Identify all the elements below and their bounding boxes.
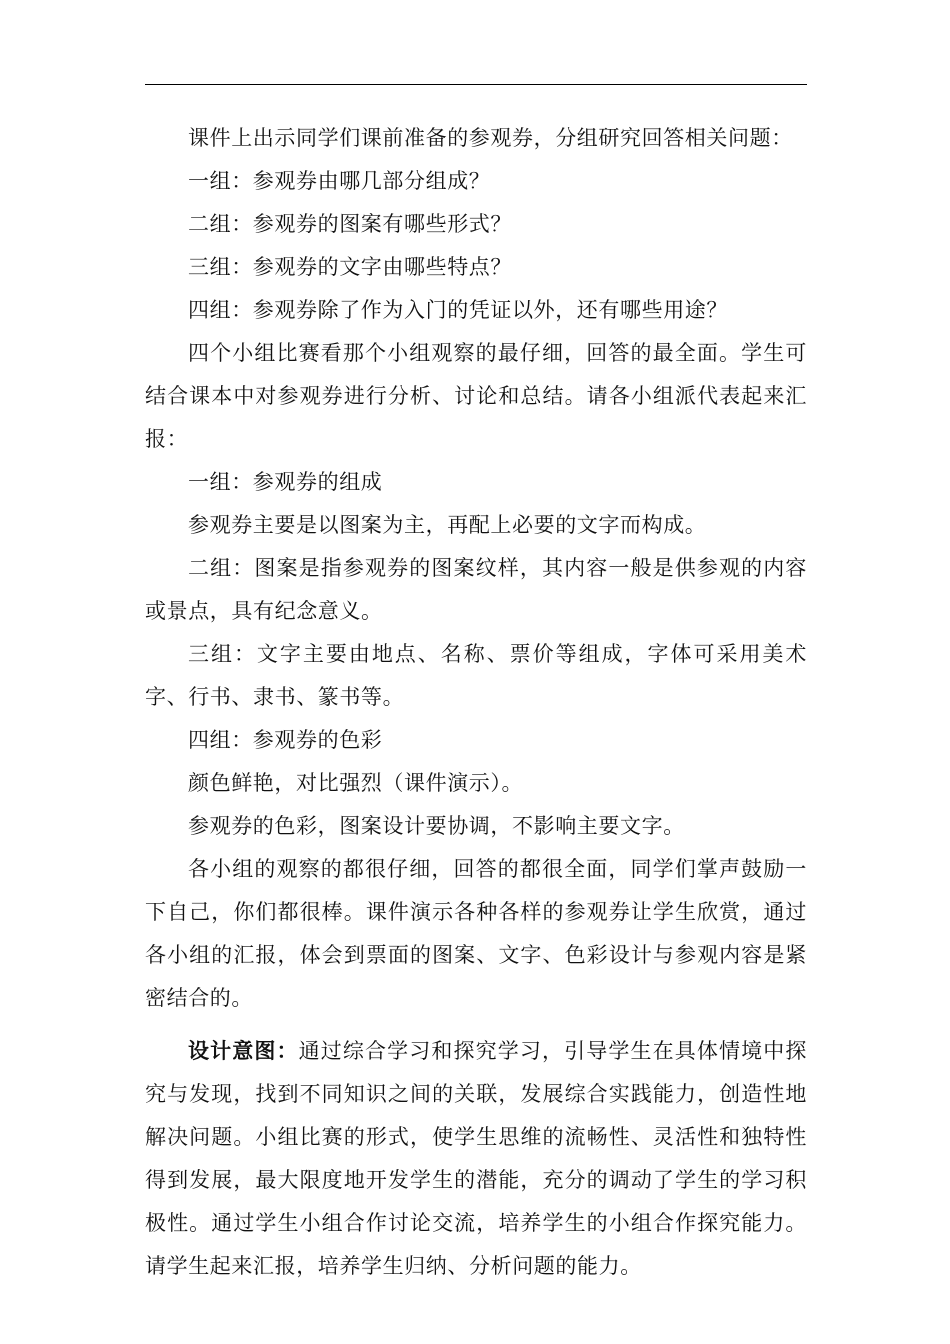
paragraph-group2-report: 二组：图案是指参观券的图案纹样，其内容一般是供参观的内容或景点，具有纪念意义。 [145, 556, 807, 623]
paragraph-group4-report: 四组：参观券的色彩 [188, 728, 383, 752]
paragraph-group1-report: 一组：参观券的组成 [188, 470, 383, 494]
paragraph-group4-question: 四组：参观券除了作为入门的凭证以外，还有哪些用途？ [188, 298, 728, 322]
paragraph-color-design: 参观券的色彩，图案设计要协调，不影响主要文字。 [188, 814, 685, 838]
paragraph-design-intent [145, 1030, 807, 1288]
paragraph-competition: 四个小组比赛看那个小组观察的最仔细，回答的最全面。学生可结合课本中对参观券进行分析、讨论和总结。请各小组派代表起来汇报： [145, 341, 807, 451]
paragraph-summary: 各小组的观察的都很仔细，回答的都很全面，同学们掌声鼓励一下自己，你们都很棒。课件演示各种各样的参观券让学生欣赏，通过各小组的汇报，体会到票面的图案、文字、色彩设计与参观内容是紧密结合的。 [145, 857, 807, 1010]
paragraph-group3-question: 三组：参观券的文字由哪些特点？ [188, 255, 512, 279]
design-intent-label: 设计意图： [188, 1039, 299, 1063]
paragraph-group2-question: 二组：参观券的图案有哪些形式？ [188, 212, 512, 236]
paragraph-group1-question: 一组：参观券由哪几部分组成？ [188, 169, 491, 193]
paragraph-color-answer: 颜色鲜艳，对比强烈（课件演示）。 [188, 771, 524, 795]
header-rule [145, 84, 807, 85]
paragraph-group1-answer: 参观券主要是以图案为主，再配上必要的文字而构成。 [188, 513, 707, 537]
paragraph-intro: 课件上出示同学们课前准备的参观券，分组研究回答相关问题： [188, 126, 793, 150]
paragraph-group3-report: 三组：文字主要由地点、名称、票价等组成，字体可采用美术字、行书、隶书、篆书等。 [145, 642, 807, 709]
document-body [145, 117, 807, 1288]
design-intent-text: 通过综合学习和探究学习，引导学生在具体情境中探究与发现，找到不同知识之间的关联，发展综合实践能力，创造性地解决问题。小组比赛的形式，使学生思维的流畅性、灵活性和独特性得到发展，最大限度地开发学生的潜能，充分的调动了学生的学习积极性。通过学生小组合作讨论交流，培养学生的小组合作探究能力。请学生起来汇报，培养学生归纳、分析问题的能力。 [145, 1039, 807, 1278]
